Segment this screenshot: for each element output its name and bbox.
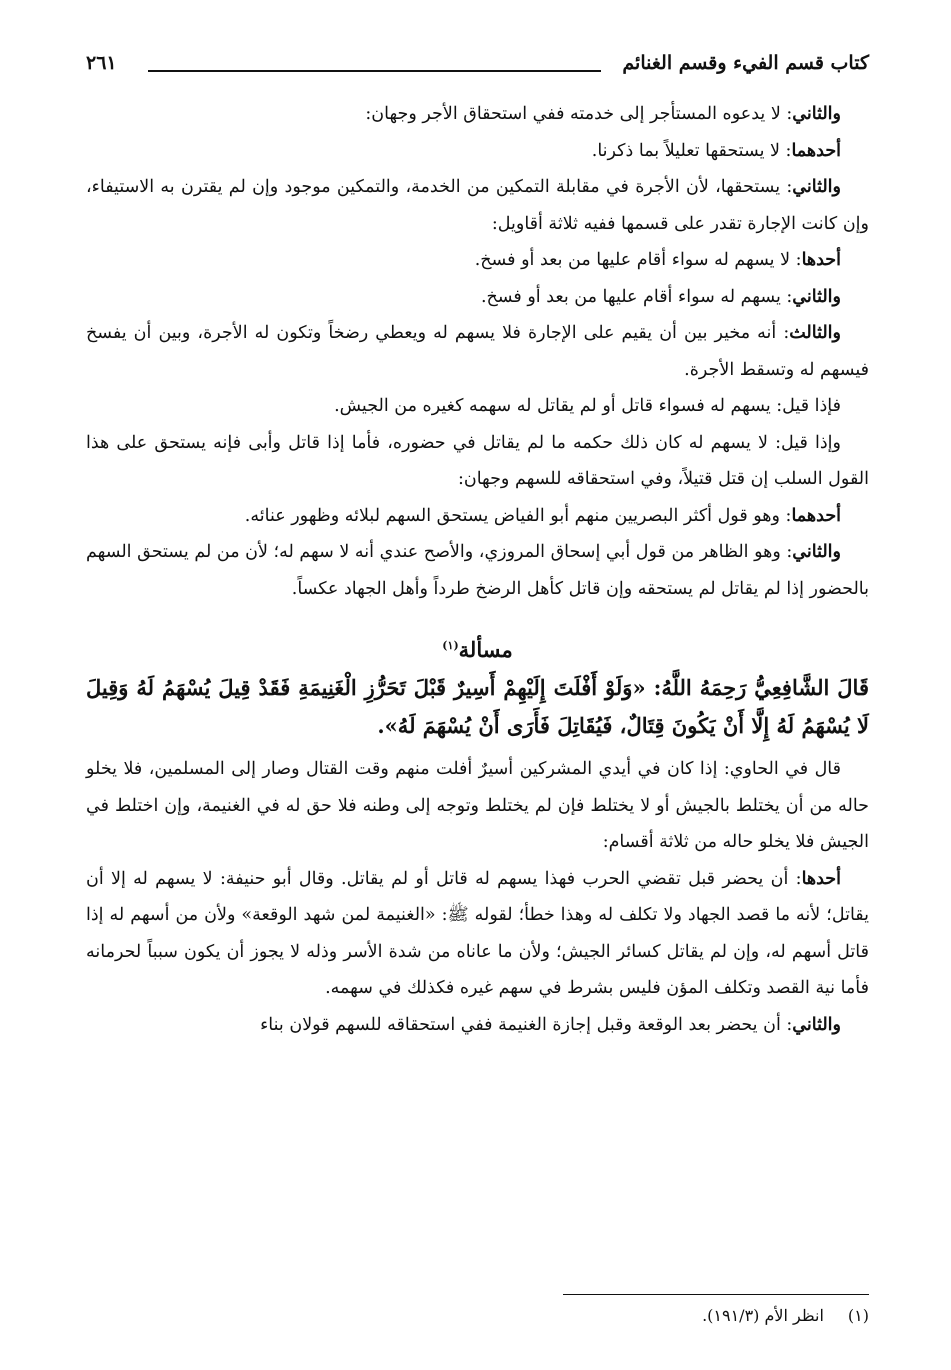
- paragraph: [86, 133, 869, 170]
- paragraph-text: : لا يدعوه المستأجر إلى خدمته ففي استحقاق الأجر وجهان:: [365, 104, 793, 124]
- paragraph-text: قال في الحاوي: إذا كان في أيدي المشركين أسيرٌ أفلت منهم وقت القتال وصار إلى المسلمين، فلا يخلو حاله من أن يختلط بالجيش أو لا يختلط فإن لم يختلط وتوجه إلى وطنه فلا حق له في الغنيمة، وإن اختلط في الجيش فلا يخلو حاله من ثلاثة أقسام:: [86, 759, 869, 852]
- footnote-area: [86, 1294, 869, 1329]
- paragraph-text: : يسهم له سواء أقام عليها من بعد أو فسخ.: [480, 286, 793, 307]
- paragraph-lead: والثاني: [792, 286, 841, 307]
- paragraph-text: : أن يحضر بعد الوقعة وقبل إجازة الغنيمة ففي استحقاقه للسهم قولان بناء: [260, 1014, 793, 1035]
- paragraph-text: : وهو قول أكثر البصريين منهم أبو الفياض يستحق السهم لبلائه وظهور عنائه.: [244, 505, 792, 526]
- footnote-mark: (١): [847, 1306, 869, 1325]
- paragraph-lead: أحدهما: [791, 140, 841, 161]
- paragraph: [86, 388, 869, 425]
- section-heading-text: مسألة: [458, 637, 513, 662]
- paragraph-lead: أحدهما: [791, 505, 841, 526]
- paragraph: [86, 425, 869, 498]
- paragraph-text: : وهو الظاهر من قول أبي إسحاق المروزي، والأصح عندي أنه لا سهم له؛ لأن من لم يستحق السهم بالحضور إذا لم يقاتل لم يستحقه وإن قاتل كأهل الرضخ طرداً وأهل الجهاد عكساً.: [86, 542, 869, 599]
- paragraph: [86, 315, 869, 388]
- paragraph-lead: أحدها: [801, 250, 841, 270]
- footnote-rule: [563, 1294, 869, 1295]
- footnote-reference: (١): [442, 639, 459, 652]
- page-body: [86, 96, 869, 1043]
- paragraph-lead: والثاني: [792, 104, 841, 124]
- paragraph: [86, 169, 869, 242]
- header-rule: [148, 70, 601, 72]
- paragraph-text: : يستحقها، لأن الأجرة في مقابلة التمكين من الخدمة، والتمكين موجود وإن لم يقترن به الاستيفاء، وإن كانت الإجارة تقدر على قسمها ففيه ثلاثة أقاويل:: [86, 177, 869, 234]
- paragraph: [86, 534, 869, 607]
- book-title: كتاب قسم الفيء وقسم الغنائم: [622, 52, 869, 74]
- paragraph: [86, 751, 869, 861]
- paragraph-lead: والثاني: [792, 177, 841, 197]
- paragraph-lead: والثالث: [789, 323, 841, 343]
- running-header: [86, 52, 869, 92]
- footnote-text: انظر الأم (١٩١/٣).: [702, 1306, 824, 1325]
- shafii-quote: قَالَ الشَّافِعِيُّ رَحِمَهُ اللَّهُ: «وَلَوْ أَفْلَتَ إِلَيْهِمْ أَسِيرٌ قَبْلَ تَحَرُّزِ الْغَنِيمَةِ فَقَدْ قِيلَ يُسْهَمُ لَهُ وَقِيلَ لَا يُسْهَمُ لَهُ إِلَّا أَنْ يَكُونَ قِتَالٌ، فَيُقَاتِلَ فَأَرَى أَنْ يُسْهَمَ لَهُ».: [86, 675, 869, 738]
- paragraph: [86, 96, 869, 133]
- paragraph: [86, 861, 869, 1007]
- paragraph-lead: والثاني: [792, 542, 841, 562]
- paragraph-text: : لا يسهم له سواء أقام عليها من بعد أو فسخ.: [474, 250, 802, 270]
- paragraph: [86, 242, 869, 279]
- paragraph: [86, 498, 869, 535]
- paragraph-lead: والثاني: [792, 1014, 841, 1035]
- paragraph: [86, 1007, 869, 1044]
- paragraph-text: : لا يستحقها تعليلاً بما ذكرنا.: [591, 140, 792, 161]
- section-heading: [86, 629, 869, 667]
- paragraph-text: : أنه مخير بين أن يقيم على الإجارة فلا يسهم له ويعطي رضخاً وتكون له الأجرة، وبين أن يفسخ فيسهم له وتسقط الأجرة.: [86, 323, 869, 380]
- paragraph-lead: أحدها: [801, 868, 841, 889]
- paragraph-text: فإذا قيل: يسهم له فسواء قاتل أو لم يقاتل له سهمه كغيره من الجيش.: [334, 396, 841, 416]
- paragraph-text: : أن يحضر قبل تقضي الحرب فهذا يسهم له قاتل أو لم يقاتل. وقال أبو حنيفة: لا يسهم له إلا أن يقاتل؛ لأنه ما قصد الجهاد ولا تكلف له وهذا خطأ؛ لقوله ﷺ: «الغنيمة لمن شهد الوقعة» ولأن من أسهم له إذا قاتل أسهم له، وإن لم يقاتل كسائر الجيش؛ ولأن ما عاناه من شدة الأسر وذله لا يجوز أن يكون سبباً لحرمانه فأما نية القصد وتكلف المؤن فليس بشرط في سهم غيره فكذلك في سهمه.: [86, 868, 870, 998]
- paragraph-text: وإذا قيل: لا يسهم له كان ذلك حكمه ما لم يقاتل في حضوره، فأما إذا قاتل وأبى فإنه يستحق على هذا القول السلب إن قتل قتيلاً، وفي استحقاقه للسهم وجهان:: [86, 432, 869, 489]
- paragraph: [86, 279, 869, 316]
- page-number: ٢٦١: [86, 52, 117, 74]
- footnote: [86, 1303, 869, 1329]
